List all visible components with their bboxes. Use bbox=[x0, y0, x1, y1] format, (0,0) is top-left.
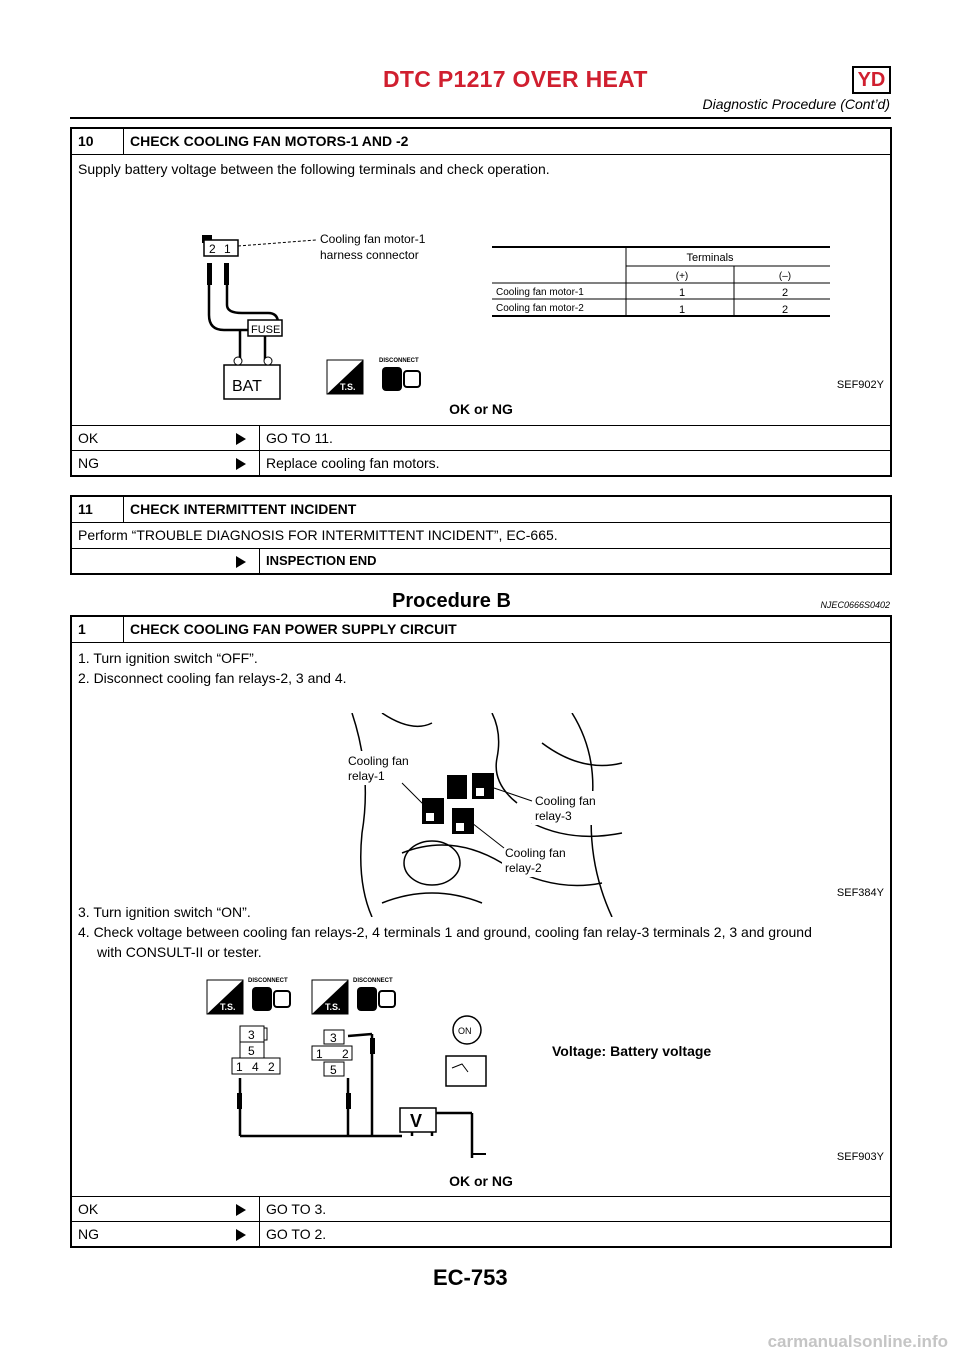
disconnect-icon bbox=[353, 978, 395, 1011]
fuse-label: FUSE bbox=[251, 324, 281, 336]
step-header bbox=[72, 617, 890, 643]
svg-text:1: 1 bbox=[236, 1060, 243, 1074]
col-plus: (+) bbox=[675, 271, 689, 282]
step-b1-box bbox=[70, 615, 892, 1248]
step-number: 11 bbox=[72, 497, 124, 522]
callout-harness: harness connector bbox=[320, 248, 419, 262]
ts-icon bbox=[312, 980, 348, 1014]
result-row-ok bbox=[72, 1197, 890, 1222]
instruction-line: 1. Turn ignition switch “OFF”. bbox=[78, 650, 258, 666]
svg-text:ON: ON bbox=[458, 1026, 472, 1036]
step-number: 1 bbox=[72, 617, 124, 642]
terminals-table bbox=[492, 247, 830, 316]
result-label: NG bbox=[78, 455, 99, 471]
relay-connector-3 bbox=[312, 1030, 352, 1077]
result-row-end bbox=[72, 549, 890, 573]
result-action: GO TO 3. bbox=[266, 1201, 327, 1217]
page-number: EC-753 bbox=[433, 1265, 508, 1290]
result-label: OK bbox=[78, 430, 99, 446]
row2-plus: 1 bbox=[678, 304, 686, 316]
arrow-right-icon bbox=[236, 1222, 246, 1246]
row1-label: Cooling fan motor-1 bbox=[496, 287, 584, 298]
relay3-label-b: relay-3 bbox=[535, 809, 572, 823]
relay2-label-a: Cooling fan bbox=[505, 846, 566, 860]
arrow-right-icon bbox=[236, 1197, 246, 1221]
relay-location-photo bbox=[342, 713, 628, 917]
result-row-ok bbox=[72, 426, 890, 451]
relay-connector-1 bbox=[232, 1026, 280, 1074]
step-header bbox=[72, 497, 890, 523]
relay1-label-a: Cooling fan bbox=[348, 754, 409, 768]
svg-text:4: 4 bbox=[252, 1060, 259, 1074]
ok-or-ng: OK or NG bbox=[449, 401, 513, 417]
svg-text:3: 3 bbox=[248, 1028, 255, 1042]
instruction-line: with CONSULT-II or tester. bbox=[97, 944, 262, 960]
svg-text:DISCONNECT: DISCONNECT bbox=[248, 978, 288, 984]
conn-pin-2: 2 bbox=[209, 242, 216, 256]
row2-minus: 2 bbox=[781, 304, 789, 316]
step-instruction: Supply battery voltage between the following terminals and check operation. bbox=[78, 161, 550, 177]
ok-or-ng: OK or NG bbox=[449, 1173, 513, 1189]
svg-text:3: 3 bbox=[330, 1031, 337, 1045]
step-title: CHECK COOLING FAN POWER SUPPLY CIRCUIT bbox=[130, 621, 457, 637]
figure-ref: SEF903Y bbox=[836, 1151, 884, 1163]
relay2-label-b: relay-2 bbox=[505, 861, 542, 875]
section-id: NJEC0666S0402 bbox=[820, 600, 890, 610]
engine-badge: YD bbox=[852, 66, 891, 94]
fan-motor-diagram bbox=[72, 155, 890, 425]
ignition-on-icon bbox=[446, 1016, 486, 1086]
battery-label: BAT bbox=[232, 378, 262, 395]
svg-text:T.S.: T.S. bbox=[325, 1002, 341, 1012]
svg-text:T.S.: T.S. bbox=[220, 1002, 236, 1012]
conn-pin-1: 1 bbox=[224, 242, 231, 256]
instruction-line: 4. Check voltage between cooling fan relays-2, 4 terminals 1 and ground, cooling fan relay-3 terminals 2, 3 and ground bbox=[78, 924, 812, 940]
step-number: 10 bbox=[72, 129, 124, 154]
svg-text:5: 5 bbox=[248, 1044, 255, 1058]
table-header: Terminals bbox=[686, 252, 734, 264]
step-header bbox=[72, 129, 890, 155]
row1-minus: 2 bbox=[781, 287, 789, 299]
svg-text:2: 2 bbox=[342, 1047, 349, 1061]
figure-ref: SEF902Y bbox=[836, 379, 884, 391]
instruction-line: 2. Disconnect cooling fan relays-2, 3 and 4. bbox=[78, 670, 347, 686]
step-body bbox=[72, 155, 890, 426]
step-title: CHECK COOLING FAN MOTORS-1 AND -2 bbox=[130, 133, 409, 149]
svg-text:2: 2 bbox=[268, 1060, 275, 1074]
svg-text:1: 1 bbox=[316, 1047, 323, 1061]
result-label: NG bbox=[78, 1226, 99, 1242]
page-subtitle: Diagnostic Procedure (Cont’d) bbox=[702, 96, 890, 112]
arrow-right-icon bbox=[236, 426, 246, 450]
result-action: INSPECTION END bbox=[266, 553, 377, 568]
result-row-ng bbox=[72, 451, 890, 475]
step-body bbox=[72, 643, 890, 1197]
svg-text:V: V bbox=[410, 1111, 423, 1131]
voltage-check-diagram bbox=[72, 968, 890, 1158]
ts-icon bbox=[327, 360, 363, 394]
header-rule bbox=[70, 117, 891, 119]
svg-text:T.S.: T.S. bbox=[340, 382, 356, 392]
callout-motor: Cooling fan motor-1 bbox=[320, 232, 426, 246]
disconnect-icon bbox=[379, 358, 420, 391]
voltage-spec: Voltage: Battery voltage bbox=[552, 1043, 712, 1059]
step-10-box bbox=[70, 127, 892, 477]
ts-icon bbox=[207, 980, 243, 1014]
page-title: DTC P1217 OVER HEAT bbox=[383, 66, 648, 92]
section-title: Procedure B bbox=[392, 590, 511, 612]
instruction-line: 3. Turn ignition switch “ON”. bbox=[78, 904, 251, 920]
arrow-right-icon bbox=[236, 451, 246, 475]
disconnect-icon bbox=[248, 978, 290, 1011]
svg-text:DISCONNECT: DISCONNECT bbox=[379, 358, 419, 364]
relay1-label-b: relay-1 bbox=[348, 769, 385, 783]
svg-text:DISCONNECT: DISCONNECT bbox=[353, 978, 393, 984]
voltmeter-icon bbox=[400, 1108, 436, 1132]
result-action: GO TO 2. bbox=[266, 1226, 327, 1242]
row2-label: Cooling fan motor-2 bbox=[496, 303, 584, 314]
result-action: GO TO 11. bbox=[266, 430, 333, 446]
result-action: Replace cooling fan motors. bbox=[266, 455, 440, 471]
result-label: OK bbox=[78, 1201, 99, 1217]
step-instruction: Perform “TROUBLE DIAGNOSIS FOR INTERMITTENT INCIDENT”, EC-665. bbox=[78, 527, 558, 543]
arrow-right-icon bbox=[236, 549, 246, 573]
figure-ref: SEF384Y bbox=[836, 887, 884, 899]
step-11-box bbox=[70, 495, 892, 575]
watermark: carmanualsonline.info bbox=[767, 1332, 948, 1351]
step-title: CHECK INTERMITTENT INCIDENT bbox=[130, 501, 357, 517]
row1-plus: 1 bbox=[678, 287, 686, 299]
col-minus: (–) bbox=[778, 271, 792, 282]
result-row-ng bbox=[72, 1222, 890, 1246]
relay3-label-a: Cooling fan bbox=[535, 794, 596, 808]
step-body bbox=[72, 523, 890, 549]
svg-text:5: 5 bbox=[330, 1063, 337, 1077]
